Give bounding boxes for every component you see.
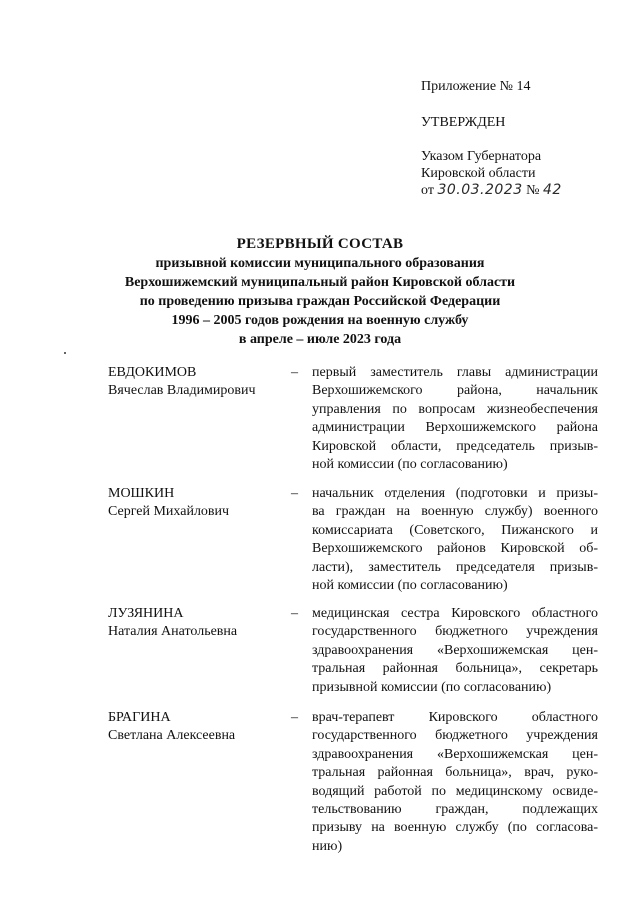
member-given-name: Сергей Михайлович <box>108 504 230 519</box>
decree-date-line <box>421 182 562 199</box>
member-role <box>312 485 598 595</box>
approval-block <box>421 78 562 199</box>
approved-stamp-text: УТВЕРЖДЕН <box>421 115 506 130</box>
member-dash: – <box>291 365 298 380</box>
role-line: Верхошижемского районов Кировской об- <box>312 541 598 557</box>
date-prefix: от <box>421 183 434 198</box>
member-given-name: Наталия Анатольевна <box>108 624 238 639</box>
handwritten-number: 42 <box>542 182 562 198</box>
title-line: по проведению призыва граждан Российской Федерации <box>139 294 501 309</box>
decree-line-1: Указом Губернатора <box>421 149 542 164</box>
member-dash: – <box>291 486 298 501</box>
decree-line-2: Кировской области <box>421 166 536 181</box>
title-line: Верхошижемский муниципальный район Кировской области <box>124 275 516 290</box>
role-line: ной комиссии (по согласованию) <box>312 578 508 594</box>
role-line: призыву на военную службу (по согласова- <box>312 820 598 836</box>
role-line: администрации Верхошижемского района <box>312 420 598 436</box>
role-line: нию) <box>312 838 343 854</box>
role-line: ласти), заместитель председателя призыв- <box>312 559 598 575</box>
member-surname: БРАГИНА <box>108 710 171 725</box>
role-line: тральная районная больница», секретарь <box>312 661 598 677</box>
role-line: здравоохранения «Верхошижемская цен- <box>312 642 598 658</box>
role-line: комиссариата (Советского, Пижанского и <box>312 522 598 538</box>
role-line: медицинская сестра Кировского областного <box>312 606 598 621</box>
title-main: РЕЗЕРВНЫЙ СОСТАВ <box>236 236 404 252</box>
role-line: Верхошижемского района, начальник <box>312 383 598 399</box>
appendix-label: Приложение № 14 <box>421 79 531 94</box>
member-given-name: Вячеслав Владимирович <box>108 383 256 398</box>
member-role <box>312 605 598 697</box>
title-line: призывной комиссии муниципального образования <box>155 256 485 271</box>
role-line: государственного бюджетного учреждения <box>312 624 598 640</box>
title-line: 1996 – 2005 годов рождения на военную службу <box>171 313 469 328</box>
role-line: ва граждан на военную службу) военного <box>312 504 598 520</box>
role-line: призывной комиссии (по согласованию) <box>312 679 552 695</box>
number-sign: № <box>526 183 540 198</box>
role-line: управления по вопросам жизнеобеспечения <box>312 401 598 417</box>
role-line: ной комиссии (по согласованию) <box>312 457 508 473</box>
member-name <box>108 485 288 521</box>
member-name <box>108 605 288 641</box>
member-dash: – <box>291 710 298 725</box>
handwritten-date: 30.03.2023 <box>437 182 523 198</box>
member-given-name: Светлана Алексеевна <box>108 728 236 743</box>
document-title <box>0 235 640 349</box>
role-line: тельствованию граждан, подлежащих <box>312 802 598 818</box>
role-line: Кировской области, председатель призыв- <box>312 438 598 454</box>
member-role <box>312 364 598 474</box>
role-line: врач-терапевт Кировского областного <box>312 710 598 725</box>
member-dash: – <box>291 606 298 621</box>
title-line: в апреле – июле 2023 года <box>238 332 402 347</box>
role-line: водящий работой по медицинскому освиде- <box>312 783 598 799</box>
role-line: начальник отделения (подготовки и призы- <box>312 486 598 501</box>
member-role <box>312 709 598 856</box>
role-line: тральная районная больница», врач, руко- <box>312 765 598 781</box>
role-line: первый заместитель главы администрации <box>312 365 598 380</box>
member-name <box>108 709 288 745</box>
member-surname: МОШКИН <box>108 486 175 501</box>
member-surname: ЛУЗЯНИНА <box>108 606 184 621</box>
member-surname: ЕВДОКИМОВ <box>108 365 197 380</box>
scan-speck <box>64 352 66 354</box>
role-line: здравоохранения «Верхошижемская цен- <box>312 746 598 762</box>
role-line: государственного бюджетного учреждения <box>312 728 598 744</box>
member-name <box>108 364 288 400</box>
